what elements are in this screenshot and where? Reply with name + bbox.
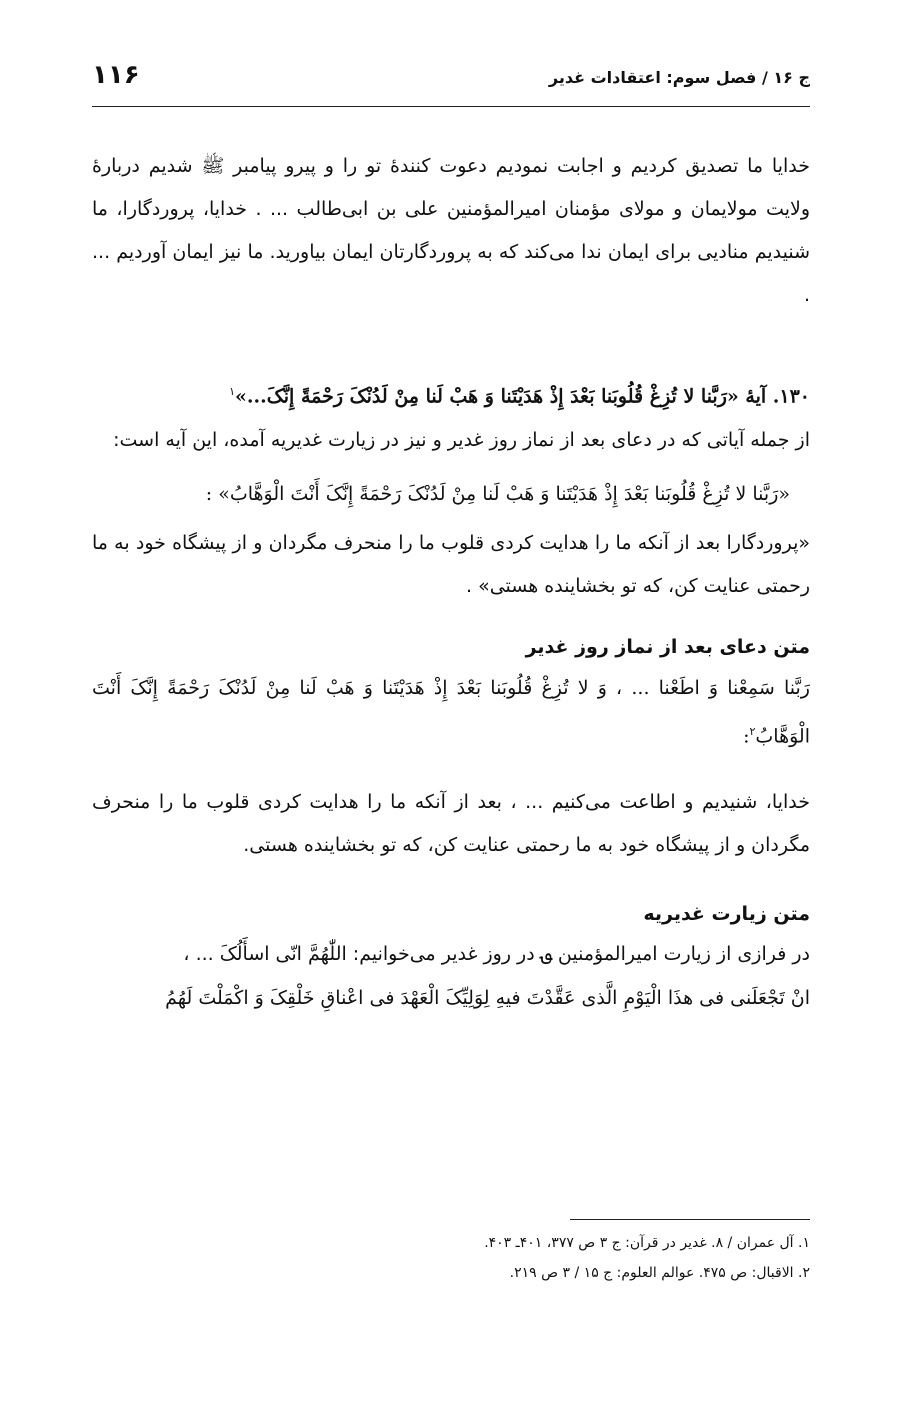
zyarat-paragraph: در فرازی از زیارت امیرالمؤمنین ؈ در روز غدیر می‌خوانیم: اللّٰهُمَّ انّی اسأَلُکَ ... ، [183,942,810,965]
arabic-verse-quote: «رَبَّنا لا تُزِغْ قُلُوبَنا بَعْدَ إِذْ هَدَیْتَنا وَ هَبْ لَنا مِنْ لَدُنْکَ رَحْمَةً إِنَّکَ أَنْتَ الْوَهَّابُ» : [205,483,790,506]
prayer-arabic-text [92,666,810,758]
prayer-arabic-end: : [743,725,750,748]
zyarat-arabic-text: انْ تَجْعَلَنی فی هذَا الْیَوْمِ الَّذی عَقَّدْتَ فیهِ لِوَلِیِّکَ الْعَهْدَ فی اعْناقِ خَلْقِکَ وَ اکْمَلْتَ لَهُمُ [165,986,810,1009]
running-title: ج ۱۶ / فصل سوم: اعتقادات غدیر [548,68,810,87]
prayer-translation: خدایا، شنیدیم و اطاعت می‌کنیم ... ، بعد از آنکه ما را هدایت کردی قلوب ما را منحرف مگردان و از پیشگاه خود به ما رحمتی عنایت کن، که تو بخشاینده هستی. [92,790,810,856]
intro-paragraph: خدایا ما تصدیق کردیم و اجابت نمودیم دعوت کنندۀ تو را و پیرو پیامبر ﷺ شدیم دربارۀ ولایت مولایمان و مولای مؤمنان امیرالمؤمنین علی بن ابی‌طالب ... . خدایا، پروردگارا، ما شنیدیم منادیی برای ایمان ندا می‌کند که به پروردگارتان ایمان بیاورید. ما نیز ایمان آوردیم ... . [92,155,810,306]
footnote-1: ۱. آل عمران / ۸. غدیر در قرآن: ج ۳ ص ۳۷۷، ۴۰۱ـ ۴۰۳. [484,1235,810,1251]
footnote-divider [570,1219,810,1220]
page-number: ۱۱۶ [92,60,140,90]
footnote-ref-2: ۲ [749,725,756,739]
section-130-paragraph: از جمله آیاتی که در دعای بعد از نماز روز غدیر و نیز در زیارت غدیریه آمده، این آیه است: [113,429,810,452]
footnote-2: ۲. الاقبال: ص ۴۷۵. عوالم العلوم: ج ۱۵ / ۳ ص ۲۱۹. [509,1265,810,1281]
book-page [92,60,810,1281]
prayer-section-heading: متن دعای بعد از نماز روز غدیر [525,636,810,659]
section-130-title: ۱۳۰. آیۀ «رَبَّنا لا تُزِغْ قُلُوبَنا بَعْدَ إِذْ هَدَیْتَنا وَ هَبْ لَنا مِنْ لَدُنْکَ رَحْمَةً إِنَّکَ...» [235,385,810,408]
footnotes [92,1228,810,1288]
page-header [92,60,810,107]
prayer-arabic-body: رَبَّنا سَمِعْنا وَ اطَعْنا ... ، وَ لا تُزِغْ قُلُوبَنا بَعْدَ إِذْ هَدَیْتَنا وَ هَبْ لَنا مِنْ لَدُنْکَ رَحْمَةً إِنَّکَ أَنْتَ الْوَهَّابُ [92,677,810,748]
zyarat-section-heading: متن زیارت غدیریه [643,902,810,925]
verse-translation: «پروردگارا بعد از آنکه ما را هدایت کردی قلوب ما را منحرف مگردان و از پیشگاه خود به ما رحمتی عنایت کن، که تو بخشاینده هستی» . [92,532,810,598]
footnote-ref-1: ۱ [229,385,236,398]
section-130-heading [92,377,810,411]
